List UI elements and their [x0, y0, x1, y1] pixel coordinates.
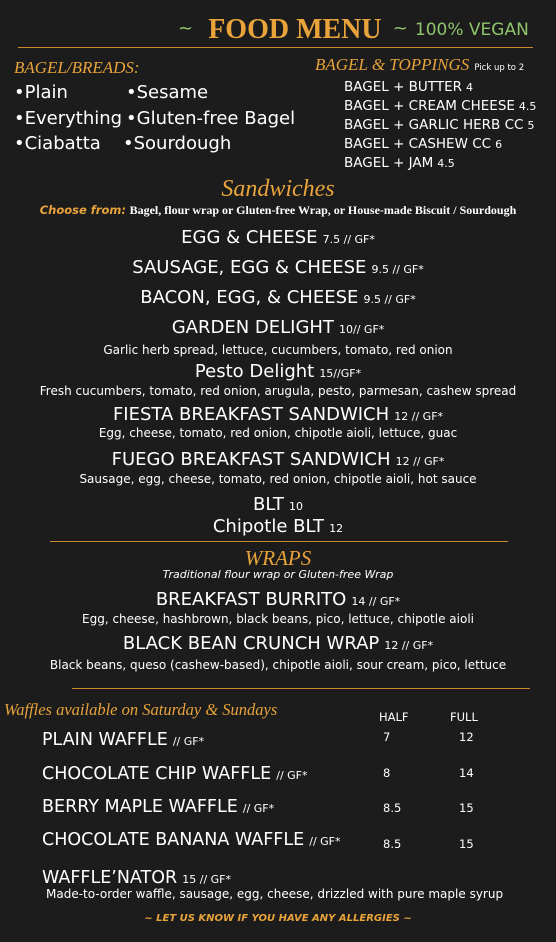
topping-name: BAGEL + CASHEW CC	[344, 136, 492, 152]
item-price: 10// GF*	[339, 323, 385, 336]
sandwiches-heading: Sandwiches	[221, 176, 335, 202]
waffle-item	[42, 797, 274, 817]
item-name: FUEGO BREAKFAST SANDWICH	[111, 449, 391, 470]
waffle-special	[42, 868, 231, 888]
waffle-full-price: 15	[459, 801, 474, 815]
item-name: BACON, EGG, & CHEESE	[140, 287, 359, 308]
sandwiches-choose-line	[0, 203, 556, 218]
item-price: 14 // GF*	[351, 595, 401, 608]
waffle-gf: // GF*	[309, 835, 341, 848]
choose-options: Bagel, flour wrap or Gluten-free Wrap, or House-made Biscuit / Sourdough	[129, 203, 517, 217]
topping-price: 5	[527, 119, 535, 132]
header-tilde-left: ~	[178, 18, 194, 39]
item-name: BLT	[253, 494, 284, 515]
bread-sourdough: •Sourdough	[123, 133, 232, 154]
menu-item	[0, 227, 556, 248]
menu-item	[0, 633, 556, 654]
waffle-gf: // GF*	[172, 735, 205, 748]
topping-item	[344, 136, 502, 152]
bread-ciabatta: •Ciabatta	[14, 133, 101, 154]
waffle-full-price: 15	[459, 837, 474, 851]
menu-item	[0, 361, 556, 382]
menu-item	[0, 257, 556, 278]
item-description: Black beans, queso (cashew-based), chipotle aioli, sour cream, pico, lettuce	[49, 658, 507, 672]
item-name: SAUSAGE, EGG & CHEESE	[132, 257, 367, 278]
topping-item	[344, 79, 473, 95]
topping-price: 4.5	[518, 100, 537, 113]
item-price: 12 // GF*	[394, 410, 444, 423]
waffle-name: PLAIN WAFFLE	[42, 730, 168, 750]
menu-header	[178, 14, 529, 50]
toppings-heading: BAGEL & TOPPINGS	[315, 55, 470, 74]
topping-item	[344, 155, 455, 171]
item-price: 12	[329, 522, 344, 535]
item-price: 7.5 // GF*	[322, 233, 375, 246]
item-description: Fresh cucumbers, tomato, red onion, arugula, pesto, parmesan, cashew spread	[39, 384, 517, 398]
waffle-item	[42, 830, 341, 850]
topping-name: BAGEL + JAM	[344, 155, 434, 171]
item-name: Pesto Delight	[194, 361, 315, 382]
wraps-divider	[72, 688, 530, 689]
item-description: Egg, cheese, tomato, red onion, chipotle aioli, lettuce, guac	[98, 426, 458, 440]
waffle-half-price: 7	[383, 730, 391, 744]
item-name: FIESTA BREAKFAST SANDWICH	[112, 404, 390, 425]
topping-item	[344, 98, 536, 114]
item-description: Garlic herb spread, lettuce, cucumbers, tomato, red onion	[103, 343, 453, 357]
header-tilde-right: ~	[392, 18, 408, 39]
bread-sesame: •Sesame	[126, 82, 209, 103]
item-price: 9.5 // GF*	[371, 263, 424, 276]
choose-label: Choose from:	[39, 203, 126, 217]
waffle-col-full: FULL	[450, 710, 478, 724]
menu-item	[0, 449, 556, 470]
menu-item	[0, 287, 556, 308]
waffle-col-half: HALF	[379, 710, 409, 724]
vegan-tagline: 100% VEGAN	[414, 20, 529, 40]
waffle-name: BERRY MAPLE WAFFLE	[42, 797, 238, 817]
item-price: 10	[289, 500, 303, 513]
topping-price: 4.5	[437, 157, 455, 170]
topping-item	[344, 117, 534, 133]
waffle-name: WAFFLE’NATOR	[42, 868, 178, 888]
waffle-item	[42, 730, 204, 750]
header-divider	[18, 47, 533, 48]
bread-gluten-free-bagel: •Gluten-free Bagel	[126, 108, 296, 129]
waffle-name: CHOCOLATE CHIP WAFFLE	[42, 764, 272, 784]
page-title: FOOD MENU	[208, 14, 382, 45]
waffle-half-price: 8.5	[383, 801, 402, 815]
waffle-half-price: 8.5	[383, 837, 402, 851]
toppings-heading-row	[315, 55, 524, 75]
toppings-note: Pick up to 2	[474, 63, 525, 73]
waffles-heading: Waffles available on Saturday & Sundays	[4, 700, 278, 719]
waffle-gf: // GF*	[276, 769, 308, 782]
topping-price: 4	[465, 81, 473, 94]
sandwiches-divider	[50, 541, 508, 542]
bagel-breads-heading: BAGEL/BREADS:	[14, 58, 140, 77]
waffle-special-description: Made-to-order waffle, sausage, egg, cheese, drizzled with pure maple syrup	[46, 887, 504, 901]
topping-name: BAGEL + CREAM CHEESE	[344, 98, 515, 114]
wraps-subheading: Traditional flour wrap or Gluten-free Wrap	[162, 568, 394, 581]
item-price: 12 // GF*	[384, 639, 434, 652]
item-price: 12 // GF*	[395, 455, 445, 468]
waffle-gf: // GF*	[242, 802, 275, 815]
topping-name: BAGEL + GARLIC HERB CC	[344, 117, 524, 133]
item-name: EGG & CHEESE	[181, 227, 318, 248]
waffle-price: 15 // GF*	[182, 873, 232, 886]
item-description: Sausage, egg, cheese, tomato, red onion, chipotle aioli, hot sauce	[79, 472, 477, 486]
bread-plain: •Plain	[14, 82, 68, 103]
menu-item	[0, 317, 556, 338]
waffle-full-price: 14	[459, 766, 474, 780]
bread-everything: •Everything	[14, 108, 123, 129]
waffle-full-price: 12	[459, 730, 474, 744]
topping-price: 6	[495, 138, 503, 151]
menu-item	[0, 404, 556, 425]
item-name: Chipotle BLT	[212, 516, 325, 537]
waffle-item	[42, 764, 308, 784]
item-price: 9.5 // GF*	[363, 293, 416, 306]
wraps-heading: WRAPS	[244, 546, 312, 570]
menu-item	[0, 494, 556, 515]
waffle-half-price: 8	[383, 766, 391, 780]
waffle-name: CHOCOLATE BANANA WAFFLE	[42, 830, 305, 850]
item-description: Egg, cheese, hashbrown, black beans, pico, lettuce, chipotle aioli	[82, 612, 474, 626]
allergy-note: ~ LET US KNOW IF YOU HAVE ANY ALLERGIES ~	[144, 913, 412, 924]
item-price: 15//GF*	[319, 367, 362, 380]
menu-item	[0, 589, 556, 610]
item-name: GARDEN DELIGHT	[171, 317, 334, 338]
menu-item	[0, 516, 556, 537]
item-name: BLACK BEAN CRUNCH WRAP	[122, 633, 380, 654]
topping-name: BAGEL + BUTTER	[344, 79, 462, 95]
item-name: BREAKFAST BURRITO	[155, 589, 347, 610]
